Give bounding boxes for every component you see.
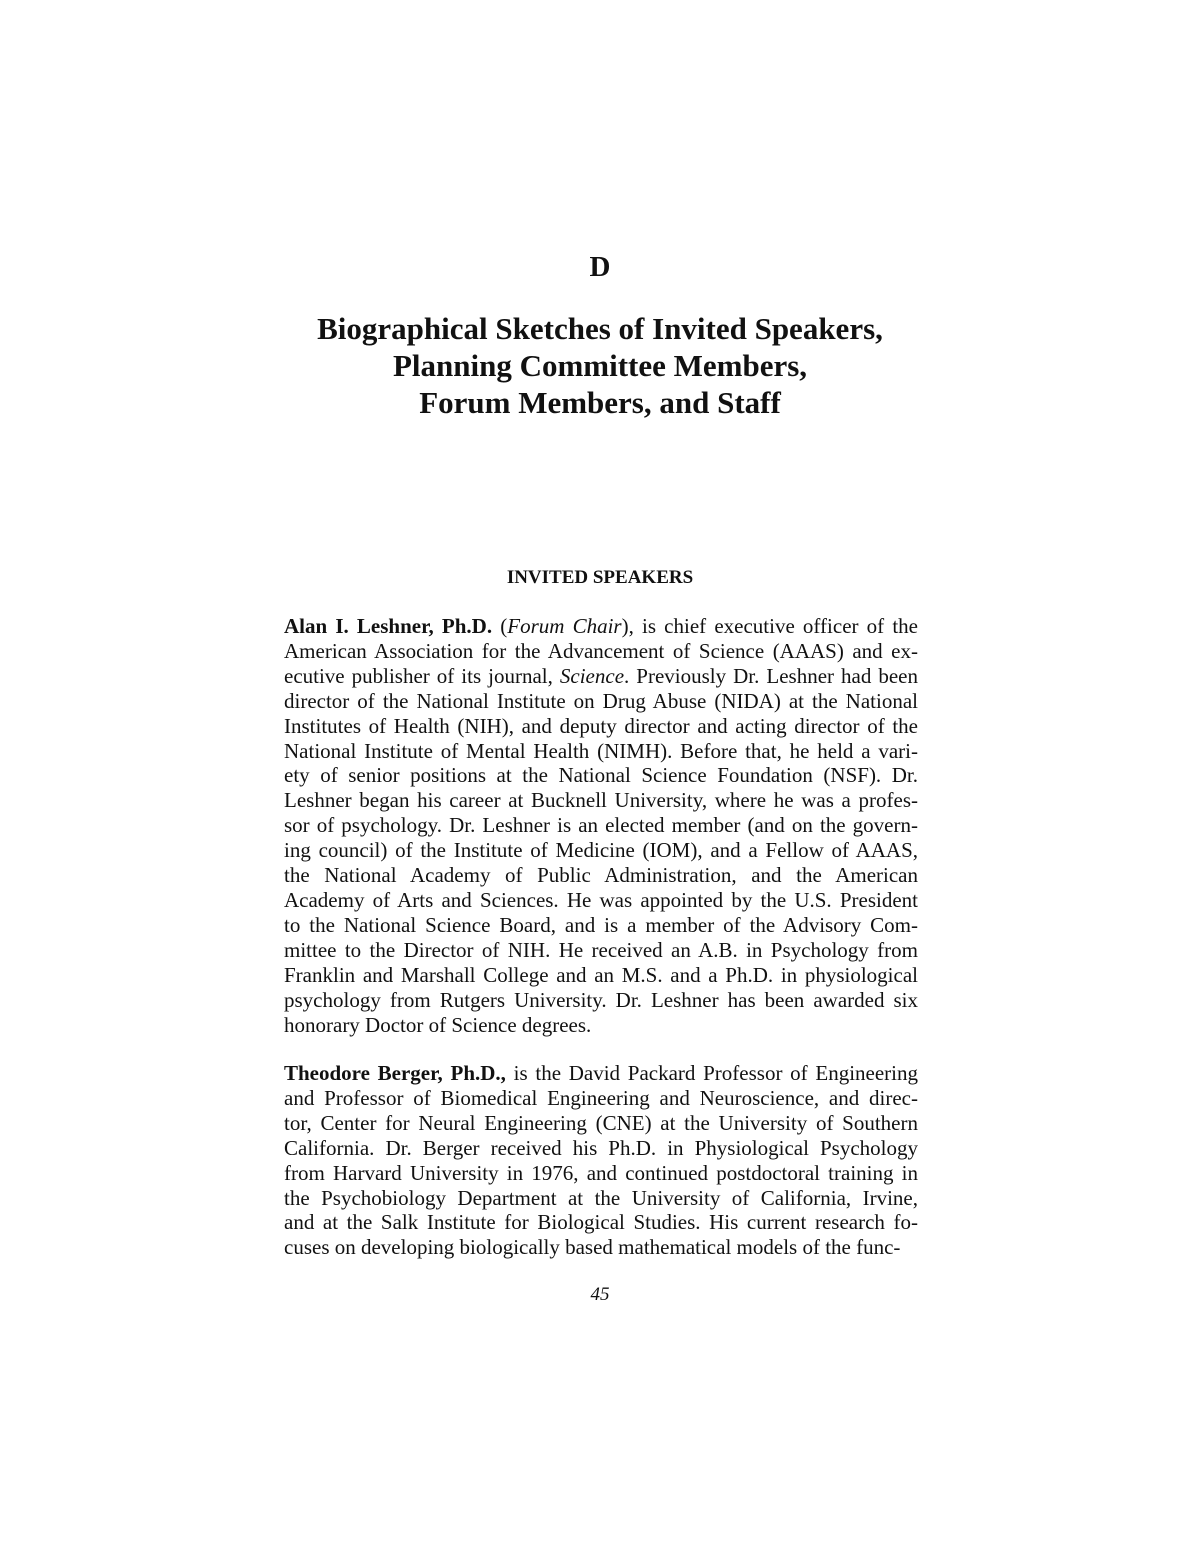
- bio-line-text: [284, 838, 918, 863]
- bio-text: the National Academy of Public Administration, and the American: [284, 863, 918, 888]
- chapter-title-line: Planning Committee Members,: [392, 348, 808, 383]
- bio-line-text: [284, 938, 918, 963]
- bio-line: [284, 988, 918, 1013]
- bio-line: [284, 689, 918, 714]
- bio-line: [284, 888, 918, 913]
- bio-line: [284, 1061, 918, 1086]
- bio-text: National Institute of Mental Health (NIMH). Before that, he held a vari-: [284, 738, 918, 763]
- bio-line-text: [284, 1136, 918, 1161]
- bio-text: mittee to the Director of NIH. He received an A.B. in Psychology from: [284, 937, 918, 962]
- bio-text: the Psychobiology Department at the University of California, Irvine,: [284, 1185, 918, 1210]
- bio-line: [284, 1086, 918, 1111]
- chapter-title-line: Biographical Sketches of Invited Speakers,: [317, 311, 883, 346]
- bio-line-text: [284, 664, 918, 689]
- bio-line-text: [284, 988, 918, 1013]
- bio-text: honorary Doctor of Science degrees.: [284, 1012, 592, 1037]
- bio-text: director of the National Institute on Drug Abuse (NIDA) at the National: [284, 688, 918, 713]
- bio-line-text: [284, 788, 918, 813]
- bio-text: ing council) of the Institute of Medicine (IOM), and a Fellow of AAAS,: [284, 838, 918, 863]
- bio-text: California. Dr. Berger received his Ph.D. in Physiological Psychology: [284, 1135, 918, 1160]
- bio-text: ety of senior positions at the National Science Foundation (NSF). Dr.: [284, 763, 918, 788]
- bio-line: [284, 1013, 918, 1038]
- bio-line-text: [284, 1210, 918, 1235]
- speaker-name: Theodore Berger, Ph.D.,: [284, 1061, 506, 1085]
- bio-line-text: [284, 689, 918, 714]
- bio-line-text: [284, 1086, 918, 1111]
- bio-line-text: [284, 913, 918, 938]
- bio-line: [284, 913, 918, 938]
- bio-text: psychology from Rutgers University. Dr. Leshner has been awarded six: [284, 987, 918, 1012]
- italic-text: Science: [559, 663, 625, 688]
- bio-line: [284, 1111, 918, 1136]
- bio-text: Academy of Arts and Sciences. He was appointed by the U.S. President: [284, 887, 918, 912]
- chapter-title-line: Forum Members, and Staff: [419, 385, 781, 420]
- bio-line: [284, 739, 918, 764]
- speaker-name: Alan I. Leshner, Ph.D.: [284, 614, 493, 638]
- bio-line-text: [284, 963, 918, 988]
- bio-line-text: [284, 739, 918, 764]
- bio-line-text: [284, 1013, 918, 1038]
- bio-line-text: [284, 1161, 918, 1186]
- bio-line-text: [284, 639, 918, 664]
- bio-line: [284, 963, 918, 988]
- bio-text: . Previously Dr. Leshner had been: [624, 663, 919, 688]
- bio-line: [284, 639, 918, 664]
- bio-text: ), is chief executive officer of the: [621, 614, 918, 638]
- bio-text: cuses on developing biologically based mathematical models of the func-: [284, 1235, 901, 1260]
- page-number: 45: [590, 1284, 610, 1305]
- appendix-letter: D: [589, 251, 611, 283]
- bio-line-text: [284, 863, 918, 888]
- bio-line-text: [284, 1061, 918, 1086]
- bio-line: [284, 1235, 918, 1260]
- bio-line: [284, 838, 918, 863]
- bio-line: [284, 788, 918, 813]
- bio-line: [284, 938, 918, 963]
- bio-line: [284, 714, 918, 739]
- bio-line: [284, 1210, 918, 1235]
- bio-line-text: [284, 1111, 918, 1136]
- bio-line-text: [284, 614, 918, 639]
- bio-line-text: [284, 1235, 918, 1260]
- bio-text: tor, Center for Neural Engineering (CNE) at the University of Southern: [284, 1110, 918, 1135]
- bio-text: Leshner began his career at Bucknell University, where he was a profes-: [284, 788, 918, 813]
- bio-text: and Professor of Biomedical Engineering and Neuroscience, and direc-: [284, 1085, 918, 1110]
- bio-text: Franklin and Marshall College and an M.S. and a Ph.D. in physiological: [284, 962, 918, 987]
- bio-line: [284, 1186, 918, 1211]
- section-heading: INVITED SPEAKERS: [506, 567, 694, 588]
- bio-line: [284, 813, 918, 838]
- bio-line: [284, 664, 918, 689]
- bio-line-text: [284, 813, 918, 838]
- bio-text: Institutes of Health (NIH), and deputy director and acting director of the: [284, 713, 918, 738]
- bio-text: sor of psychology. Dr. Leshner is an elected member (and on the govern-: [284, 813, 918, 838]
- bio-line: [284, 763, 918, 788]
- bio-text: to the National Science Board, and is a member of the Advisory Com-: [284, 912, 918, 937]
- bio-text: ecutive publisher of its journal,: [284, 663, 560, 688]
- bio-text: and at the Salk Institute for Biological Studies. His current research fo-: [284, 1210, 918, 1235]
- italic-text: Forum Chair: [507, 614, 622, 638]
- bio-text: (: [492, 614, 508, 638]
- chapter-title: [200, 310, 1000, 421]
- bio-line-text: [284, 763, 918, 788]
- bio-text: American Association for the Advancement of Science (AAAS) and ex-: [284, 638, 918, 663]
- bio-line-text: [284, 1186, 918, 1211]
- bio-paragraph-berger: [284, 1061, 918, 1260]
- bio-line-text: [284, 888, 918, 913]
- bio-line: [284, 863, 918, 888]
- bio-text: from Harvard University in 1976, and continued postdoctoral training in: [284, 1160, 918, 1185]
- bio-paragraph-leshner: [284, 614, 918, 1037]
- bio-line: [284, 1161, 918, 1186]
- bio-line: [284, 1136, 918, 1161]
- bio-line: [284, 614, 918, 639]
- bio-text: is the David Packard Professor of Engineering: [505, 1061, 918, 1085]
- bio-line-text: [284, 714, 918, 739]
